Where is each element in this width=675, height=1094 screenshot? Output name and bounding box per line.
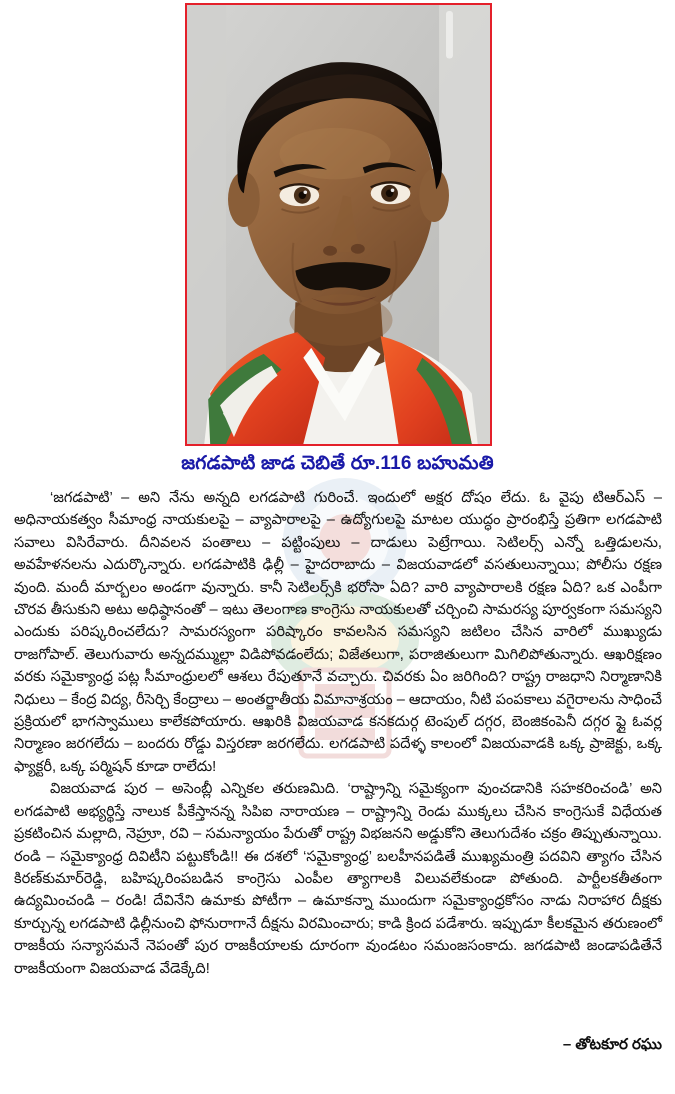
article-paragraph-1: ‘జగడపాటి’ – అని నేను అన్నది లగడపాటి గురించే. ఇందులో అక్షర దోషం లేదు. ఓ వైపు టిఆర్ఎస్ – అధినాయకత్వం సీమాంధ్ర నాయకులపై – వ్యాపారాలపై – ఉద్యోగులపై మాటల యుద్ధం ప్రారంభిస్తే ప్రతిగా లగడపాటి సవాలు విసిరేవారు. దీనివలన పంతాలు – పట్టింపులు – దాడులు పెట్రేగాయి. సెటిలర్స్ ఎన్నో ఒత్తిడులను, అవహేళనలను ఎదుర్కొన్నారు. లగడపాటికి ఢిల్లీ – హైదరాబాదు – విజయవాడలో వసతులున్నాయి; పోలీసు రక్షణ వుంది. మందీ మార్బలం అండగా వున్నారు. కానీ సెటిలర్స్‌కి భరోసా ఏది? వారి వ్యాపారాలకి రక్షణ ఏది? ఒక ఎంపీగా చొరవ తీసుకుని అటు అధిష్ఠానంతో – ఇటు తెలంగాణ కాంగ్రెసు నాయకులతో చర్చించి సామరస్య పూర్వకంగా సమస్యని ఎందుకు పరిష్కరించలేదు? సామరస్యంగా పరిష్కారం కావలసిన సమస్యని జటిలం చేసిన వారిలో ముఖ్యుడు రాజగోపాల్. తెలుగువారు అన్నదమ్ముల్లా విడిపోవడంలేదు; విజేతలుగా, పరాజితులుగా మిగిలిపోతున్నారు. ఆఖరిక్షణం వరకు సమైక్యాంధ్ర పట్ల సీమాంధ్రులలో ఆశలు రేపుతూనే వచ్చారు. చివరకు ఏం జరిగింది? రాష్ట్ర రాజధాని నిర్మాణానికి నిధులు – కేంద్ర విద్య, రీసెర్చి కేంద్రాలు – అంతర్జాతీయ విమానాశ్రయం – ఆదాయం, నీటి పంపకాలు వగైరాలను సాధించే ప్రక్రియలో భాగస్వాములు కాలేకపోయారు. ఆఖరికి విజయవాడ కనకదుర్గ టెంపుల్ దగ్గర, బెంజికంపెనీ దగ్గర ఫ్లై ఓవర్ల నిర్మాణం జరగలేదు – బందరు రోడ్డు విస్తరణా జరగలేదు. లగడపాటి పదేళ్ళ కాలంలో విజయవాడకి ఒక్క ప్రాజెక్టు, ఒక్క ఫ్యాక్టరీ, ఒక్క పర్మిషన్ కూడా రాలేదు! [14,490,662,775]
article-photo [185,3,492,446]
author-signature: – తోటకూర రఘు [562,1036,662,1053]
article-body [14,487,662,980]
article-paragraph-2: విజయవాడ పుర – అసెంబ్లీ ఎన్నికల తరుణమిది. ‘రాష్ట్రాన్ని సమైక్యంగా వుంచడానికి సహకరించండి’ అని లగడపాటి అభ్యర్థిస్తే నాలుక పీకేస్తానన్న సిపిఐ నారాయణ – రాష్ట్రాన్ని రెండు ముక్కలు చేసిన కాంగ్రెసుకే విధేయత ప్రకటించిన మల్లాది, నెహ్రూ, రవి – సమన్యాయం పేరుతో రాష్ట్ర విభజనని అడ్డుకోని తెలుగుదేశం చక్రం తిప్పుతున్నాయి. రండి – సమైక్యాంధ్ర దివిటీని పట్టుకోండి!! ఈ దశలో ‘సమైక్యాంధ్ర’ బలహీనపడితే ముఖ్యమంత్రి పదవిని త్యాగం చేసిన కిరణ్‌కుమార్‌రెడ్డి, బహిష్కరింపబడిన కాంగ్రెసు ఎంపీల త్యాగాలకి విలువలేకుండా పోతుంది. పార్టీలకతీతంగా ఉద్యమించండి – రండి! దేవినేని ఉమాకు పోటీగా – ఉమాకన్నా ముందుగా సమైక్యాంధ్రకోసం నాడు నిరాహార దీక్షకు కూర్చున్న లగడపాటి ఢిల్లీనుంచి ఫోనురాగానే దీక్షను విరమించారు; కాడి క్రింద పడేశారు. ఇప్పుడూ కీలకమైన తరుణంలో రాజకీయ సన్యాసమనే నెపంతో పుర రాజకీయాలకు దూరంగా వుండటం సమంజసంకాదు. జగడపాటి జండాపడితేనే రాజకీయంగా విజయవాడ వేడెక్కేది! [14,781,662,977]
page-title: జగడపాటి జాడ చెబితే రూ.116 బహుమతి [181,453,494,474]
